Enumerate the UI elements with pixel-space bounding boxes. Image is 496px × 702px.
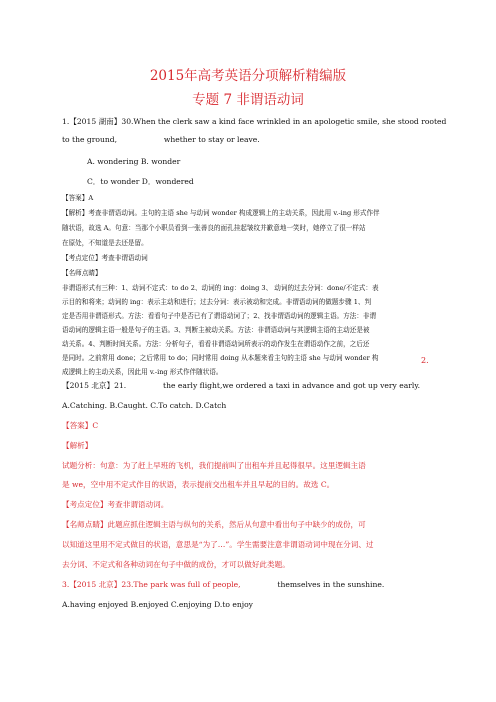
document-subtitle: 专题 7 非谓语动词 bbox=[192, 92, 304, 108]
q2-mingshi-line: 去分词、不定式和各种动词在句子中做的成份，才可以做好此类题。 bbox=[62, 560, 290, 569]
q2-analysis-line: 是 we，空中用不定式作目的状语，表示提前交出租车并且早起的目的。故选 C。 bbox=[62, 480, 335, 489]
page-number: 2. bbox=[421, 356, 429, 365]
q2-stem bbox=[62, 380, 442, 391]
q1-tip-line: 非谓语形式有三种：1、动词不定式：to do 2、动词的 ing：doing 3、 动词的过去分词：done/不定式：表 bbox=[62, 284, 379, 292]
q1-tip-line: 示目的和将来；动词的 ing：表示主动和进行；过去分词：表示被动和完成。非谓语动词的做题步骤 1、判 bbox=[62, 298, 372, 306]
q3-stem-post: themselves in the sunshine. bbox=[277, 580, 385, 589]
q1-analysis-line: 在原处，不知道是去还是留。 bbox=[62, 239, 148, 247]
q2-mingshi-line: 【名师点睛】此题应抓住逻辑主语与纵句的关系，然后从句意中看出句子中缺少的成份，可 bbox=[62, 520, 366, 529]
document-title: 2015年高考英语分项解析精编版 bbox=[149, 68, 347, 84]
q1-options-ab: A. wondering B. wonder bbox=[87, 157, 181, 166]
q2-kaodian: 【考点定位】考查非谓语动词。 bbox=[62, 500, 169, 509]
q1-analysis-line: 【解析】考查非谓语动词。主句的主语 she 与动词 wonder 构成逻辑上的主动关系，因此用 v.-ing 形式作伴 bbox=[62, 209, 380, 217]
q3-options: A.having enjoyed B.enjoyed C.enjoying D.to enjoy bbox=[62, 600, 253, 609]
q1-tip-line: 是同时。之前常用 done；之后常用 to do；同时常用 doing 从本题来看主句的主语 she 与动词 wonder 构 bbox=[62, 354, 379, 362]
q1-stem: 1.【2015 湖南】30.When the clerk saw a kind face wrinkled in an apologetic smile, she stood rooted bbox=[62, 117, 447, 126]
q1-stem-post: whether to stay or leave. bbox=[163, 135, 260, 144]
q3-stem-pre: 3.【2015 北京】23.The park was full of people, bbox=[62, 580, 241, 589]
q1-answer: 【答案】A bbox=[62, 194, 94, 202]
q2-mingshi-line: 以知道这里用不定式做目的状语，意思是“为了…”。学生需要注意非谓语动词中现在分词、过 bbox=[62, 540, 374, 549]
q1-options-cd: C．to wonder D．wondered bbox=[87, 177, 194, 186]
q3-stem bbox=[62, 579, 442, 590]
q1-stem-pre: to the ground, bbox=[62, 135, 118, 144]
q1-stem-continued bbox=[62, 134, 442, 145]
q2-analysis-line: 试题分析：句意：为了赶上早班的飞机，我们提前叫了出租车并且起得很早。这里逻辑主语 bbox=[62, 461, 366, 470]
q2-stem-pre: 【2015 北京】21. bbox=[62, 381, 127, 390]
q2-analysis-heading: 【解析】 bbox=[62, 441, 93, 450]
q2-stem-post: the early flight,we ordered a taxi in advance and got up very early. bbox=[163, 381, 421, 390]
q1-analysis-line: 随状语，故选 A。句意：当那个小职员看到一张善良的面孔挂起皱纹并歉意地一笑时，她停立了很一样站 bbox=[62, 224, 366, 232]
q1-kaodian: 【考点定位】考查非谓语动词 bbox=[62, 254, 148, 262]
q1-tip-line: 语动词的逻辑主语一般是句子的主语。3、判断主被动关系。方法：非谓语动词与其逻辑主语的主动还是被 bbox=[62, 326, 370, 334]
q1-tip-line: 定是否用非谓语形式。方法：看看句子中是否已有了谓语动词了；2、找非谓语动词的逻辑主语。方法：非谓 bbox=[62, 312, 377, 320]
q1-tip-line: 成逻辑上的主动关系，因此用 v.-ing 形式作伴随状语。 bbox=[62, 368, 223, 376]
q1-mingshi-heading: 【名师点睛】 bbox=[62, 269, 102, 277]
q2-answer: 【答案】C bbox=[62, 421, 99, 430]
q1-tip-line: 动关系。4、判断时间关系。方法：分析句子，看看非谓语动词所表示的动作发生在谓语动作之前，之后还 bbox=[62, 340, 370, 348]
q2-options: A.Catching. B.Caught. C.To catch. D.Catch bbox=[62, 401, 227, 410]
